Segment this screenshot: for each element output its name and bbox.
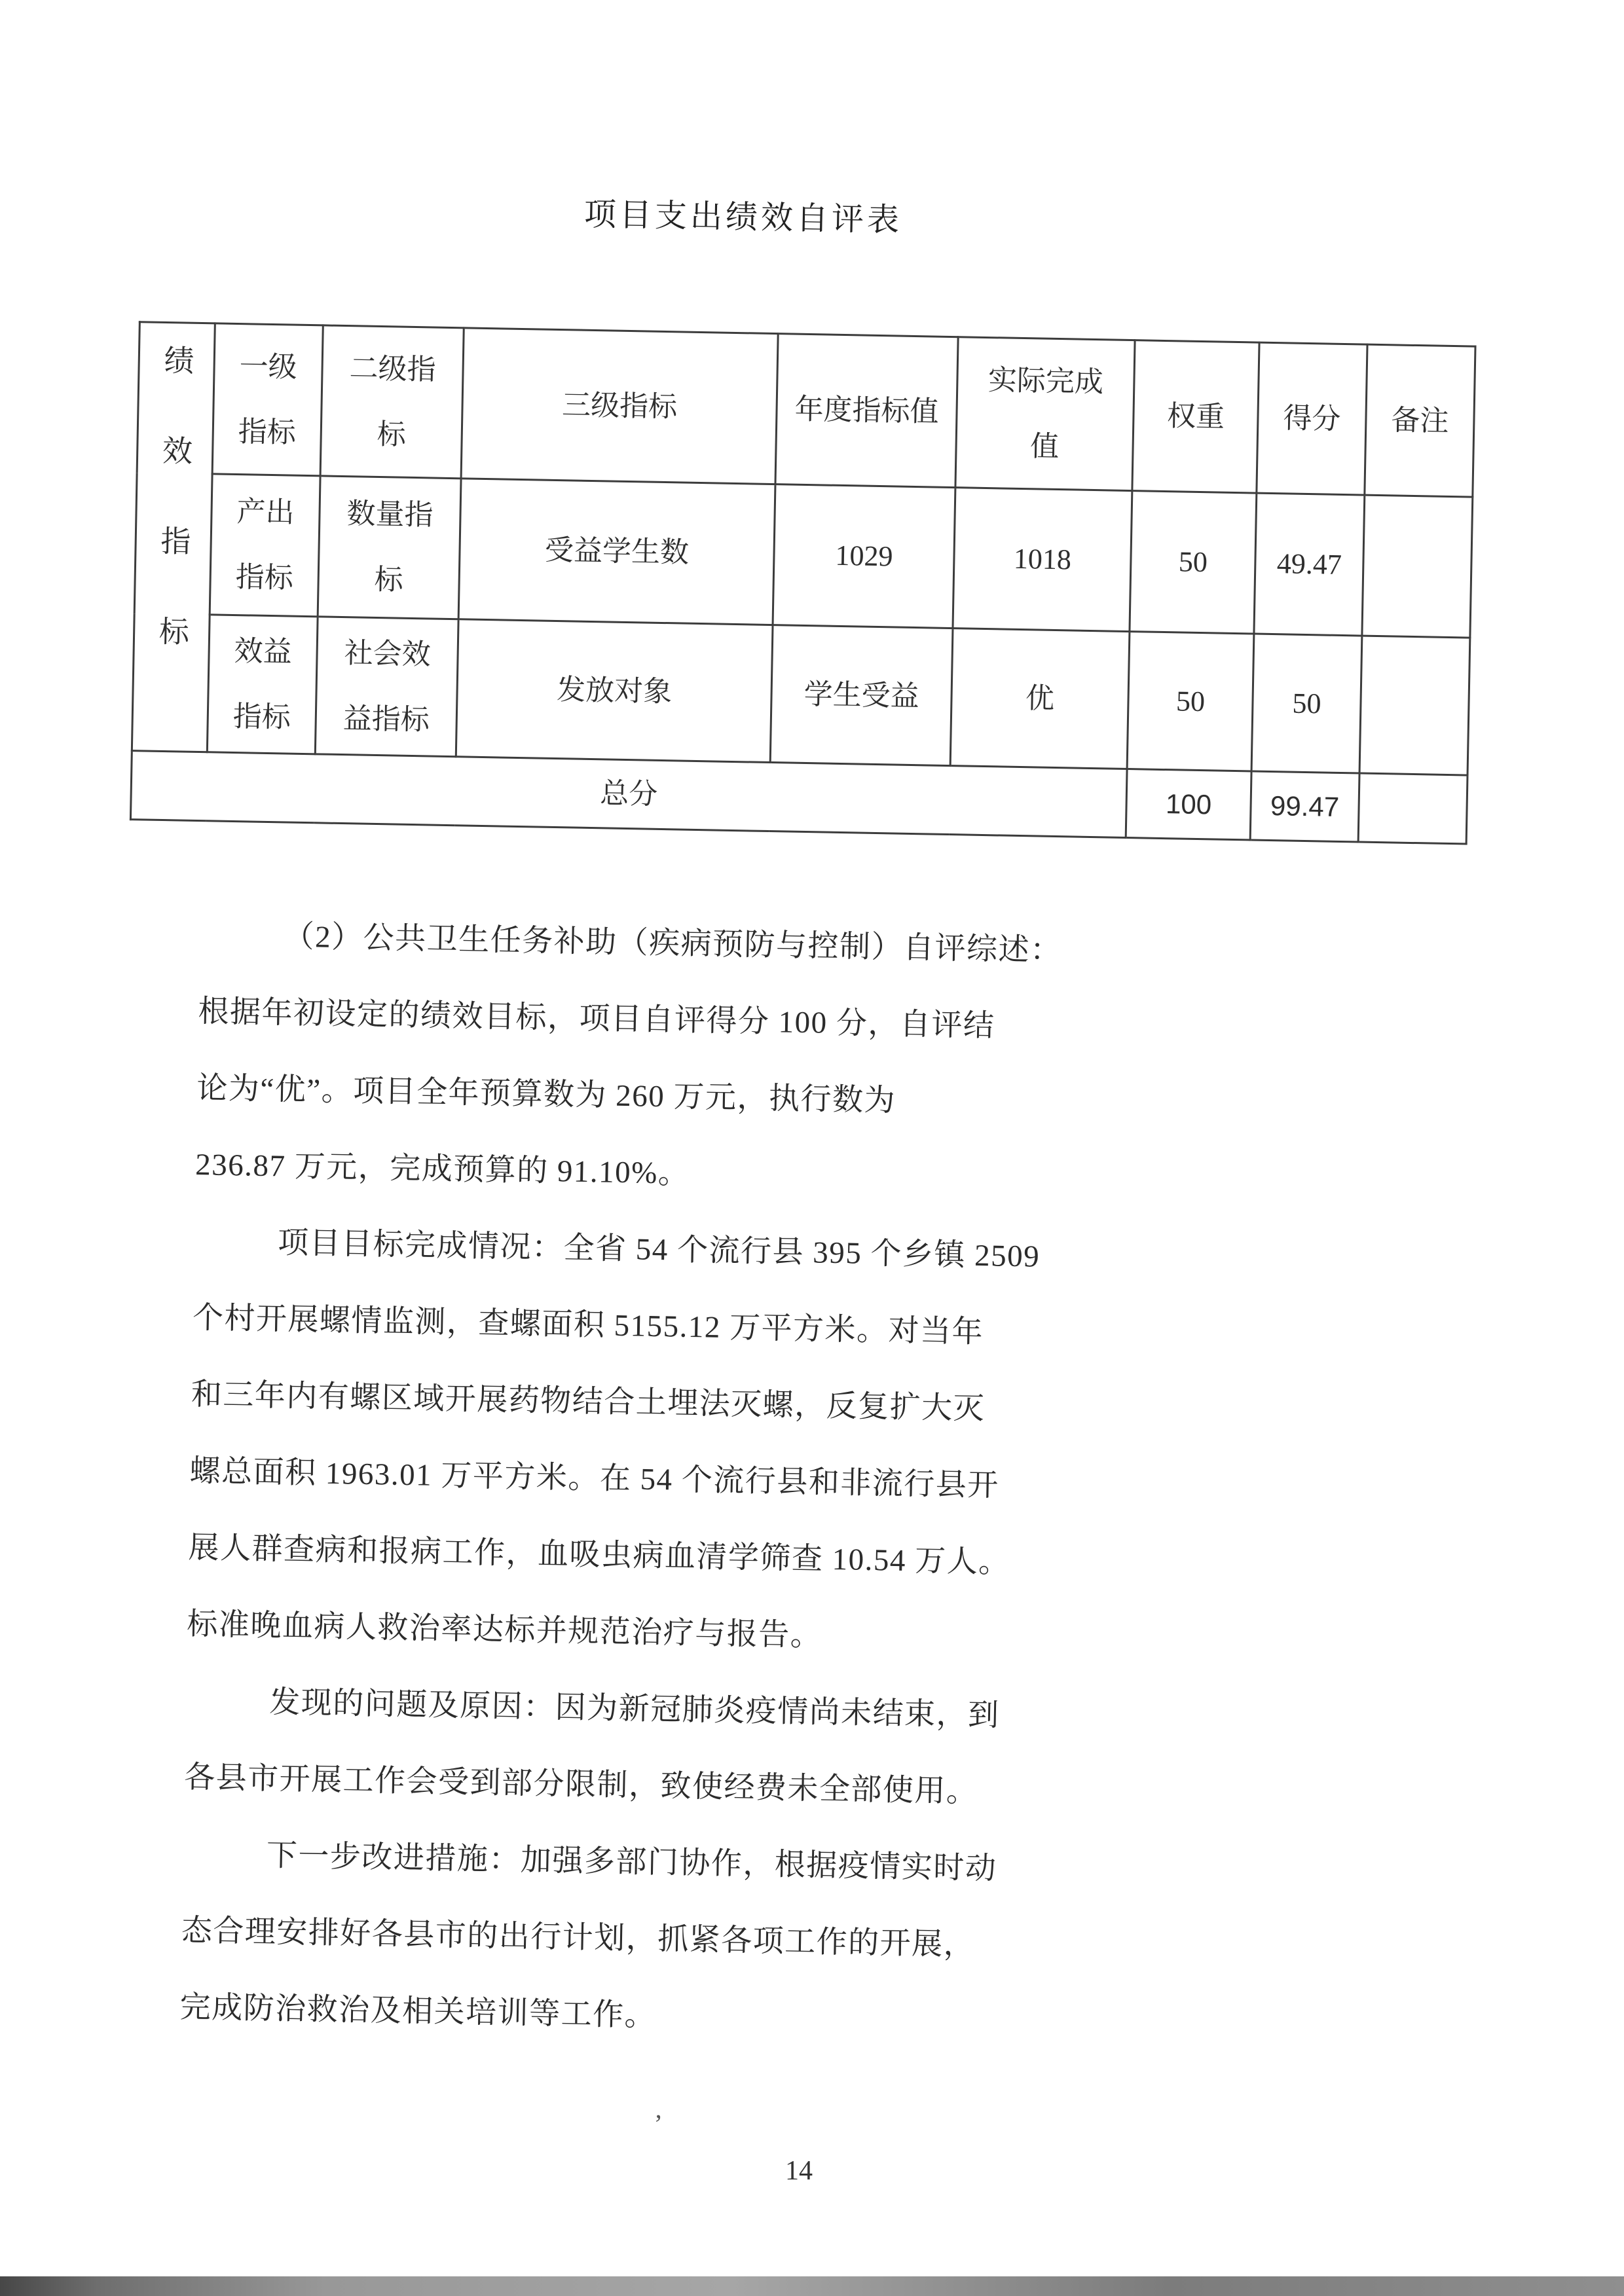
header-annual-target: 年度指标值 <box>775 334 958 488</box>
cell-level2: 数量指标 <box>318 476 461 619</box>
body-line: 螺总面积 1963.01 万平方米。在 54 个流行县和非流行县开 <box>189 1453 1000 1503</box>
table-header-row <box>137 322 1475 497</box>
body-line: （2）公共卫生任务补助（疾病预防与控制）自评综述： <box>283 919 1062 968</box>
header-level1: 一级指标 <box>212 323 323 476</box>
cell-weight: 50 <box>1127 632 1254 771</box>
cell-annual-target: 学生受益 <box>770 625 953 766</box>
table-row <box>132 613 1470 775</box>
body-line: 态合理安排好各县市的出行计划，抓紧各项工作的开展， <box>181 1913 976 1963</box>
body-line: 236.87 万元，完成预算的 91.10%。 <box>194 1148 690 1191</box>
body-line: 项目目标完成情况：全省 54 个流行县 395 个乡镇 2509 <box>277 1226 1041 1274</box>
performance-table <box>130 321 1477 845</box>
header-level3: 三级指标 <box>461 328 778 484</box>
body-text <box>179 897 1379 2068</box>
table-row <box>134 473 1473 638</box>
total-weight: 100 <box>1126 769 1251 840</box>
body-line: 下一步改进措施：加强多部门协作，根据疫情实时动 <box>266 1838 997 1886</box>
header-level2: 二级指标 <box>320 325 464 479</box>
body-line: 个村开展螺情监测，查螺面积 5155.12 万平方米。对当年 <box>192 1301 984 1350</box>
header-score: 得分 <box>1257 342 1367 495</box>
cell-actual: 优 <box>950 629 1130 769</box>
body-line: 各县市开展工作会受到部分限制，致使经费未全部使用。 <box>183 1760 978 1810</box>
stray-mark: ’ <box>654 2109 663 2139</box>
row-group-label: 绩效指标 <box>153 344 194 706</box>
cell-level1: 产出指标 <box>210 474 320 617</box>
page-title: 项目支出绩效自评表 <box>583 196 903 238</box>
cell-level1: 效益指标 <box>207 615 318 754</box>
cell-score: 50 <box>1251 634 1362 773</box>
body-line: 发现的问题及原因：因为新冠肺炎疫情尚未结束，到 <box>268 1685 1001 1733</box>
header-weight: 权重 <box>1132 340 1259 493</box>
cell-level2: 社会效益指标 <box>315 617 458 757</box>
total-score: 99.47 <box>1250 771 1359 842</box>
cell-actual: 1018 <box>953 488 1132 632</box>
cell-level3: 发放对象 <box>456 619 773 763</box>
body-line: 和三年内有螺区域开展药物结合土埋法灭螺，反复扩大灭 <box>191 1377 986 1427</box>
body-line: 根据年初设定的绩效目标，项目自评得分 100 分，自评结 <box>198 994 995 1044</box>
header-note: 备注 <box>1365 344 1475 497</box>
scan-edge-artifact <box>0 2276 1624 2296</box>
body-line: 标准晚血病人救治率达标并规范治疗与报告。 <box>186 1607 822 1653</box>
body-line: 展人群查病和报病工作，血吸虫病血清学筛查 10.54 万人。 <box>188 1530 1011 1580</box>
cell-annual-target: 1029 <box>773 484 955 629</box>
cell-score: 49.47 <box>1254 493 1365 636</box>
row-group-cell <box>132 322 215 752</box>
cell-note <box>1362 495 1473 638</box>
body-line: 论为“优”。项目全年预算数为 260 万元，执行数为 <box>196 1071 896 1118</box>
cell-weight: 50 <box>1130 491 1257 634</box>
cell-level3: 受益学生数 <box>458 479 775 625</box>
total-label: 总分 <box>130 751 1127 838</box>
cell-note <box>1359 636 1470 775</box>
header-actual: 实际完成值 <box>955 337 1135 491</box>
total-note <box>1358 773 1467 844</box>
page-number: 14 <box>785 2156 813 2186</box>
body-line: 完成防治救治及相关培训等工作。 <box>179 1990 657 2033</box>
